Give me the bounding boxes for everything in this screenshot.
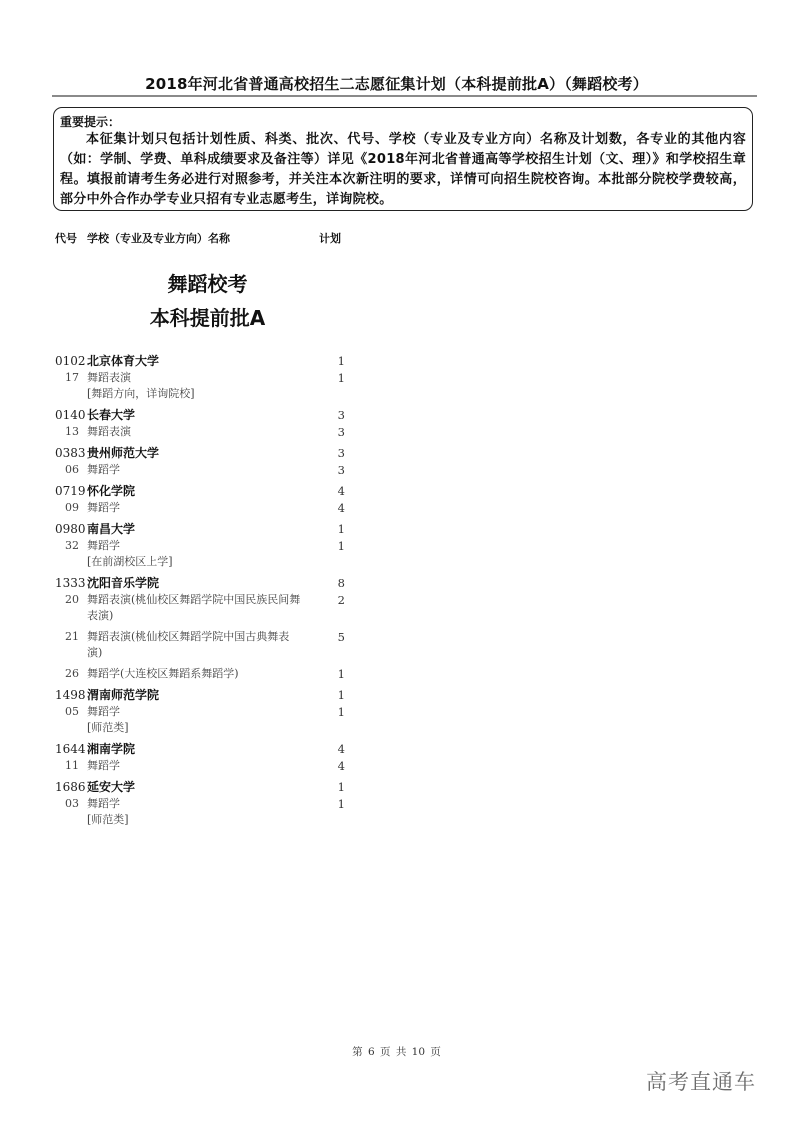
- major-row: [55, 592, 355, 629]
- school-row: [55, 778, 355, 796]
- school-row: [55, 520, 355, 538]
- school-plan: 1: [337, 780, 345, 794]
- major-code: 26: [65, 667, 79, 680]
- major-note: [师范类]: [87, 813, 129, 826]
- school-entry: [55, 482, 355, 517]
- major-row: [55, 370, 355, 403]
- school-name: 湘南学院: [87, 742, 136, 756]
- major-code: 09: [65, 501, 79, 514]
- major-plan: 1: [337, 667, 345, 681]
- school-name: 长春大学: [87, 408, 136, 422]
- major-plan: 1: [337, 539, 345, 553]
- school-name: 怀化学院: [87, 484, 136, 498]
- major-plan: 3: [337, 425, 345, 439]
- notice-body: 本征集计划只包括计划性质、科类、批次、代号、学校（专业及专业方向）名称及计划数，各专业的其他内容（如：学制、学费、单科成绩要求及备注等）详见《2018年河北省普通高等学校招生计划（文、理）》和学校招生章程。填报前请考生务必进行对照参考，并关注本次新注明的要求，详情可向招生院校咨询。本批部分院校学费较高，部分中外合作办学专业只招有专业志愿考生，详询院校。: [60, 132, 746, 207]
- column-header: [55, 230, 355, 246]
- major-plan: 1: [337, 371, 345, 385]
- school-plan: 3: [337, 446, 345, 460]
- column-header-code: 代号: [55, 232, 77, 245]
- school-row: [55, 574, 355, 592]
- major-code: 21: [65, 630, 79, 643]
- school-plan: 3: [337, 408, 345, 422]
- major-row: [55, 424, 355, 441]
- major-name: 舞蹈学: [87, 797, 120, 810]
- school-name: 渭南师范学院: [87, 688, 160, 702]
- school-row: [55, 482, 355, 500]
- school-entry: [55, 406, 355, 441]
- school-name: 贵州师范大学: [87, 446, 160, 460]
- major-row: [55, 462, 355, 479]
- school-code: 0980: [55, 522, 86, 536]
- notice-heading: 重要提示：: [60, 115, 121, 129]
- school-name: 沈阳音乐学院: [87, 576, 160, 590]
- school-entry: [55, 778, 355, 829]
- column-header-plan: 计划: [319, 232, 341, 245]
- major-plan: 1: [337, 797, 345, 811]
- school-code: 1644: [55, 742, 86, 756]
- major-code: 05: [65, 705, 79, 718]
- school-plan: 4: [337, 484, 345, 498]
- school-entry: [55, 740, 355, 775]
- school-row: [55, 686, 355, 704]
- school-plan: 1: [337, 522, 345, 536]
- major-name: 舞蹈表演(桃仙校区舞蹈学院中国古典舞表演): [87, 630, 290, 659]
- major-note: [在前湖校区上学]: [87, 555, 173, 568]
- school-plan: 1: [337, 688, 345, 702]
- major-row: [55, 666, 355, 683]
- major-row: [55, 704, 355, 737]
- major-note: [舞蹈方向，详询院校]: [87, 387, 195, 400]
- major-name: 舞蹈学: [87, 501, 120, 514]
- school-entry: [55, 520, 355, 571]
- school-listing: [55, 352, 355, 832]
- major-name: 舞蹈表演: [87, 371, 131, 384]
- major-code: 11: [65, 759, 79, 772]
- major-code: 06: [65, 463, 79, 476]
- major-note: [师范类]: [87, 721, 129, 734]
- major-plan: 2: [337, 593, 345, 607]
- important-notice-box: [53, 107, 753, 211]
- major-code: 17: [65, 371, 79, 384]
- school-plan: 8: [337, 576, 345, 590]
- major-name: 舞蹈学: [87, 759, 120, 772]
- school-entry: [55, 444, 355, 479]
- major-row: [55, 538, 355, 571]
- major-name: 舞蹈学: [87, 463, 120, 476]
- major-plan: 5: [337, 630, 345, 644]
- major-name: 舞蹈表演(桃仙校区舞蹈学院中国民族民间舞表演): [87, 593, 301, 622]
- major-row: [55, 629, 355, 666]
- title-divider: [52, 95, 757, 97]
- major-code: 03: [65, 797, 79, 810]
- major-plan: 4: [337, 759, 345, 773]
- school-row: [55, 352, 355, 370]
- major-name: 舞蹈表演: [87, 425, 131, 438]
- major-row: [55, 758, 355, 775]
- major-name: 舞蹈学(大连校区舞蹈系舞蹈学): [87, 667, 239, 680]
- school-code: 0383: [55, 446, 86, 460]
- school-name: 延安大学: [87, 780, 136, 794]
- major-name: 舞蹈学: [87, 539, 120, 552]
- column-header-name: 学校（专业及专业方向）名称: [87, 232, 230, 245]
- school-row: [55, 740, 355, 758]
- school-plan: 4: [337, 742, 345, 756]
- major-row: [55, 500, 355, 517]
- school-entry: [55, 574, 355, 683]
- section-batch-title: 本科提前批A: [149, 306, 266, 330]
- school-code: 0102: [55, 354, 86, 368]
- school-plan: 1: [337, 354, 345, 368]
- school-name: 南昌大学: [87, 522, 136, 536]
- school-name: 北京体育大学: [87, 354, 160, 368]
- school-code: 0140: [55, 408, 86, 422]
- school-code: 1686: [55, 780, 86, 794]
- major-code: 32: [65, 539, 79, 552]
- school-entry: [55, 686, 355, 737]
- major-code: 13: [65, 425, 79, 438]
- school-row: [55, 444, 355, 462]
- school-code: 1498: [55, 688, 86, 702]
- section-category-title: 舞蹈校考: [167, 272, 248, 296]
- major-name: 舞蹈学: [87, 705, 120, 718]
- school-code: 0719: [55, 484, 86, 498]
- page-number: 第 6 页 共 10 页: [352, 1046, 441, 1058]
- school-code: 1333: [55, 576, 86, 590]
- major-code: 20: [65, 593, 79, 606]
- major-row: [55, 796, 355, 829]
- watermark-logo: 高考直通车: [646, 1070, 756, 1094]
- major-plan: 3: [337, 463, 345, 477]
- page-title: 2018年河北省普通高校招生二志愿征集计划（本科提前批A）（舞蹈校考）: [145, 75, 648, 93]
- major-plan: 1: [337, 705, 345, 719]
- school-entry: [55, 352, 355, 403]
- school-row: [55, 406, 355, 424]
- major-plan: 4: [337, 501, 345, 515]
